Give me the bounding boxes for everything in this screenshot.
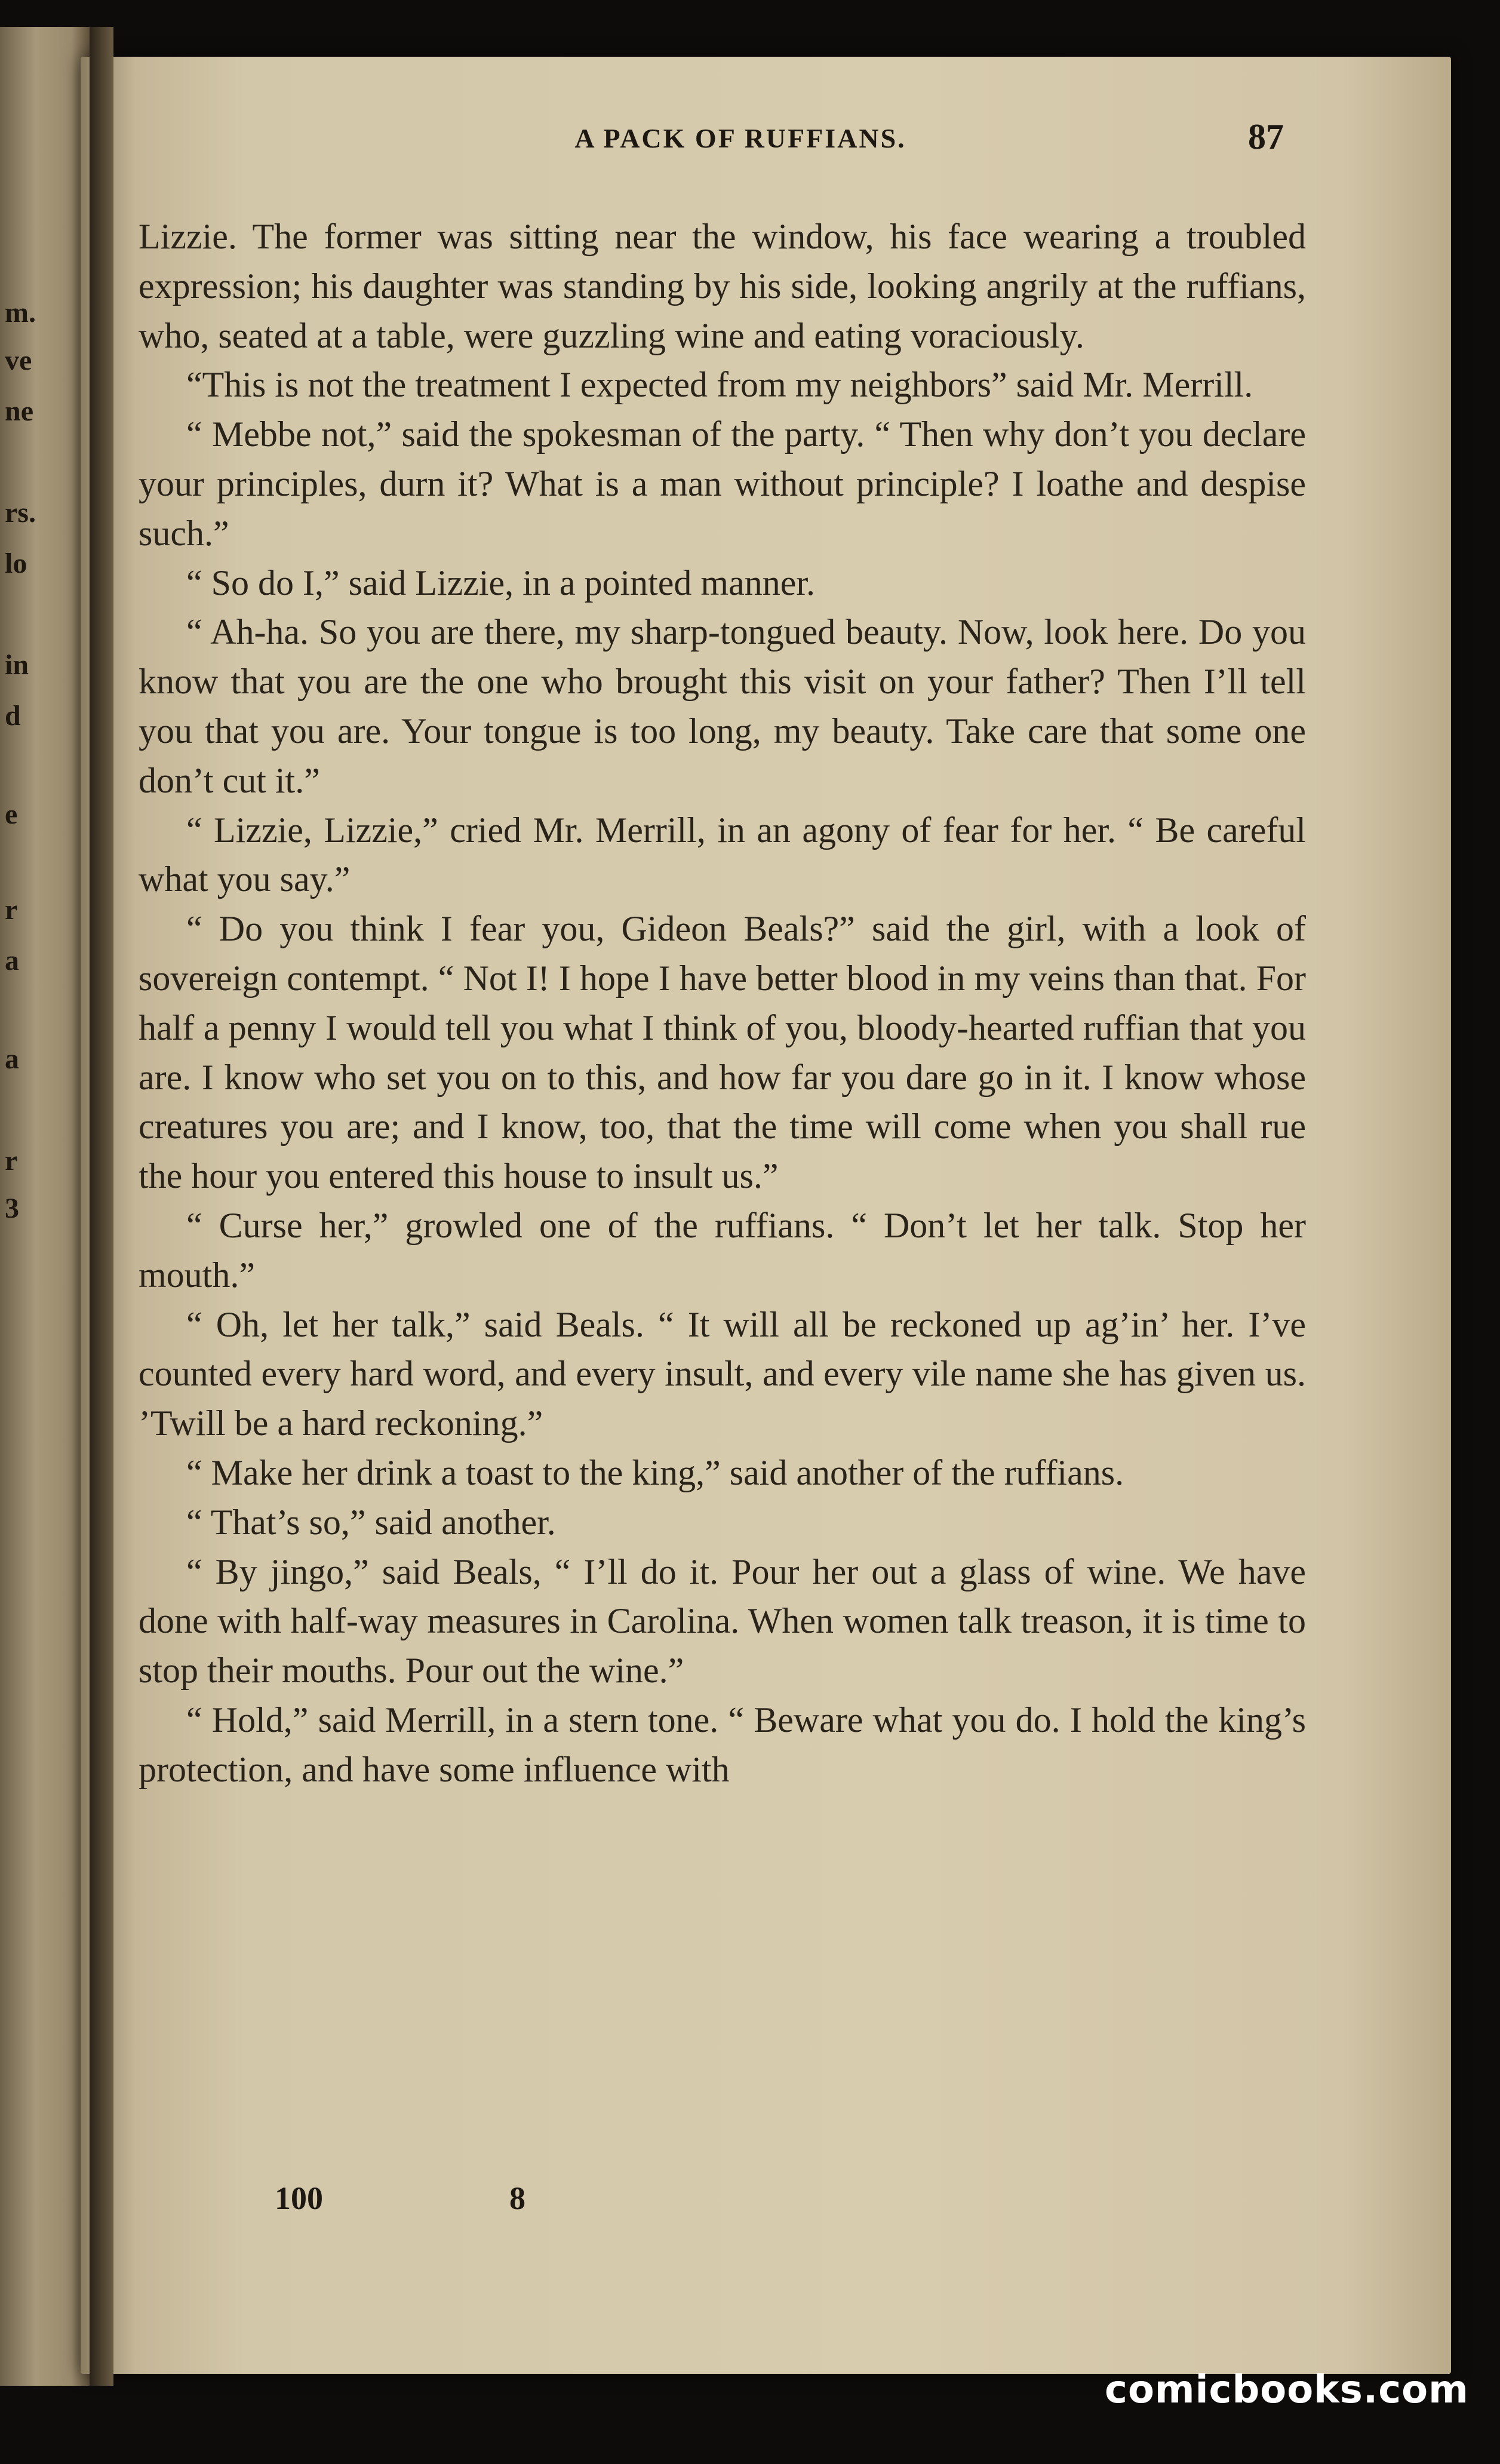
book-spine (90, 27, 113, 2386)
paragraph: “ Mebbe not,” said the spokesman of the party. “ Then why don’t you declare your principles, durn it? What is a man without principle? I loathe and despise such.” (139, 414, 1306, 553)
fragment: e (5, 798, 18, 830)
paragraph: “ Ah-ha. So you are there, my sharp-tongued beauty. Now, look here. Do you know that you are the one who brought this visit on your father? Then I’ll tell you that you are. Your tongue is too long, my beauty. Take care that some one don’t cut it.” (139, 612, 1306, 800)
running-header: A PACK OF RUFFIANS. (574, 123, 906, 153)
fragment: lo (5, 548, 27, 579)
paragraph: “ That’s so,” said another. (186, 1502, 556, 1542)
paragraph: “ So do I,” said Lizzie, in a pointed manner. (186, 563, 816, 603)
paragraph: Lizzie. The former was sitting near the window, his face wearing a troubled expression; his daughter was standing by his side, looking angrily at the ruffians, who, seated at a table, were guzzling wine and eating voraciously. (139, 217, 1306, 355)
paragraph: “ Do you think I fear you, Gideon Beals?” said the girl, with a look of sovereign contempt. “ Not I! I hope I have better blood in my veins than that. For half a penny I would tell you what I think of you, bloody-hearted ruffian that you are. I know who set you on to this, and how far you dare go in it. I know whose creatures you are; and I know, too, that the time will come when you shall rue the hour you entered this house to insult us.” (139, 909, 1306, 1196)
signature-left: 100 (275, 2180, 323, 2216)
paragraph: “ Oh, let her talk,” said Beals. “ It will all be reckoned up ag’in’ her. I’ve counted every hard word, and every insult, and every vile name she has given us. ’Twill be a hard reckoning.” (139, 1304, 1306, 1443)
fragment: m. (5, 297, 36, 328)
watermark: comicbooks.com (1105, 2368, 1469, 2412)
fragment: r (5, 894, 18, 926)
fragment: a (5, 945, 19, 976)
fragment: ve (5, 345, 32, 376)
paragraph: “ Hold,” said Merrill, in a stern tone. “ Beware what you do. I hold the king’s protection, and have some influence with (139, 1700, 1306, 1789)
paragraph: “ Make her drink a toast to the king,” said another of the ruffians. (186, 1452, 1124, 1492)
fragment: r (5, 1145, 18, 1176)
signature-right: 8 (509, 2180, 525, 2216)
paragraph: “ By jingo,” said Beals, “ I’ll do it. Pour her out a glass of wine. We have done with half-way measures in Carolina. When women talk treason, it is time to stop their mouths. Pour out the wine.” (139, 1551, 1306, 1691)
fragment: in (5, 649, 29, 681)
signature-mark (275, 2180, 525, 2217)
page-number: 87 (1248, 117, 1284, 156)
fragment: rs. (5, 497, 36, 529)
paragraph: “ Lizzie, Lizzie,” cried Mr. Merrill, in an agony of fear for her. “ Be careful what you say.” (139, 810, 1306, 899)
paragraph: “ Curse her,” growled one of the ruffians. “ Don’t let her talk. Stop her mouth.” (139, 1205, 1306, 1295)
paragraph: “This is not the treatment I expected from my neighbors” said Mr. Merrill. (186, 365, 1253, 405)
fragment: d (5, 700, 21, 732)
fragment: a (5, 1043, 19, 1075)
fragment: ne (5, 395, 33, 427)
page-body (139, 212, 1306, 1795)
fragment: 3 (5, 1193, 19, 1224)
